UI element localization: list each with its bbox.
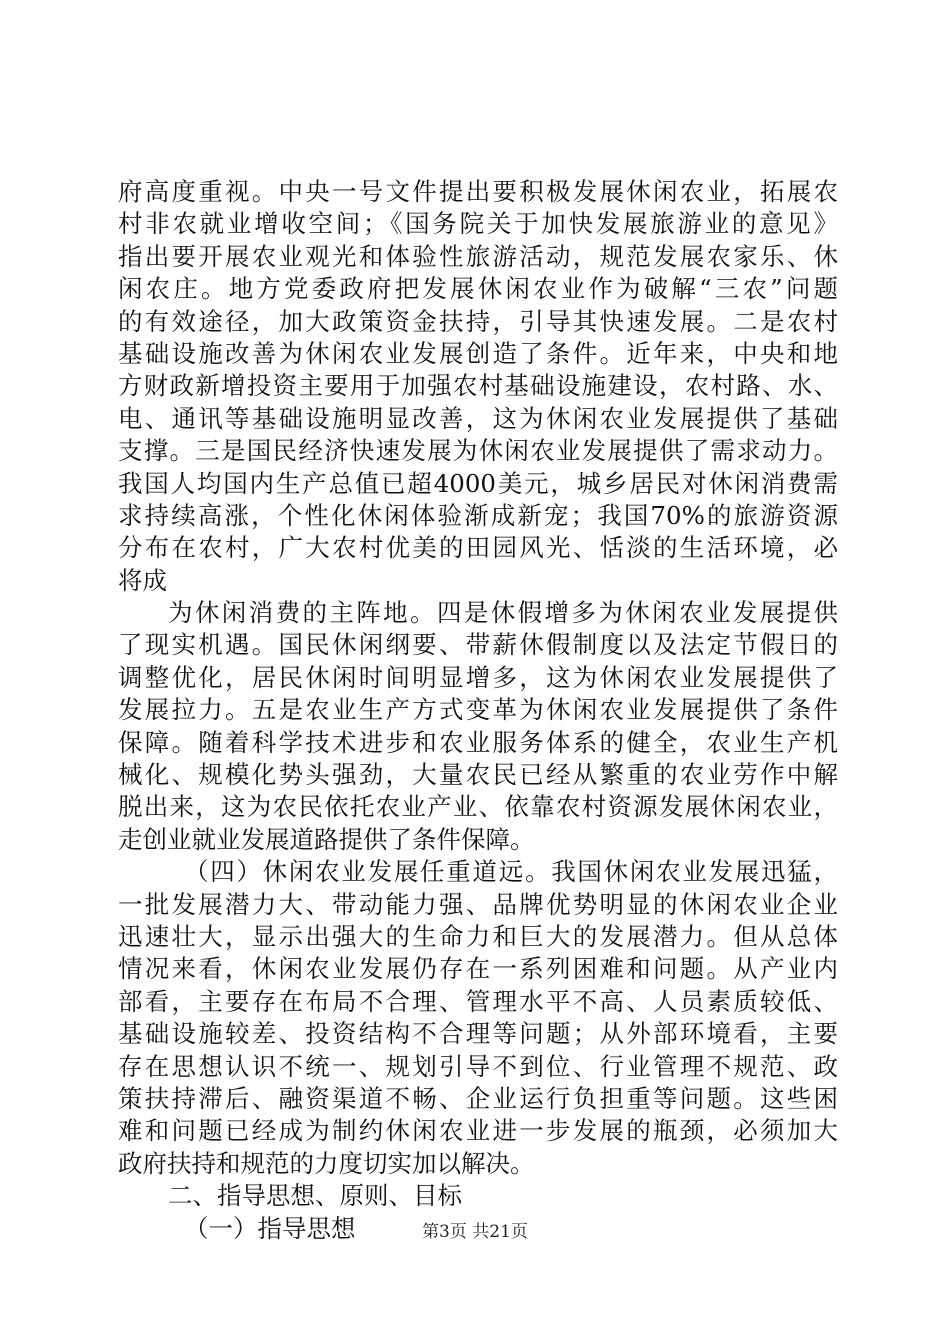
- text-line: 走创业就业发展道路提供了条件保障。: [118, 824, 535, 854]
- text-line: 府高度重视。中央一号文件提出要积极发展休闲农业，拓展农: [118, 177, 838, 206]
- text-line: 迅速壮大，显示出强大的生命力和巨大的发展潜力。但从总体: [118, 921, 838, 951]
- text-line: 械化、规模化势头强劲，大量农民已经从繁重的农业劳作中解: [118, 760, 838, 790]
- page-footer: 第3页 共21页: [422, 1222, 528, 1242]
- text-line: 政府扶持和规范的力度切实加以解决。: [118, 1148, 535, 1178]
- text-line: 村非农就业增收空间；《国务院关于加快发展旅游业的意见》: [118, 209, 838, 239]
- text-line: 将成: [118, 565, 167, 595]
- text-line: 支撑。三是国民经济快速发展为休闲农业发展提供了需求动力。: [118, 436, 838, 466]
- text-line: 部看，主要存在布局不合理、管理水平不高、人员素质较低、: [118, 986, 838, 1016]
- text-line: 方财政新增投资主要用于加强农村基础设施建设，农村路、水、: [118, 371, 838, 401]
- text-line: 基础设施改善为休闲农业发展创造了条件。近年来，中央和地: [118, 338, 838, 368]
- text-line: 指出要开展农业观光和体验性旅游活动，规范发展农家乐、休: [118, 241, 838, 271]
- text-line: 分布在农村，广大农村优美的田园风光、恬淡的生活环境，必: [118, 533, 838, 563]
- text-line: 发展拉力。五是农业生产方式变革为休闲农业发展提供了条件: [118, 695, 838, 725]
- text-line: 存在思想认识不统一、规划引导不到位、行业管理不规范、政: [118, 1051, 838, 1081]
- text-line: 保障。随着科学技术进步和农业服务体系的健全，农业生产机: [118, 727, 838, 757]
- document-body: [118, 176, 838, 1245]
- text-line: 了现实机遇。国民休闲纲要、带薪休假制度以及法定节假日的: [118, 630, 838, 660]
- text-line: 脱出来，这为农民依托农业产业、依靠农村资源发展休闲农业，: [118, 792, 838, 822]
- section-heading-4: （四）休闲农业发展任重道远。我国休闲农业发展迅猛，: [184, 857, 838, 887]
- text-line: 调整优化，居民休闲时间明显增多，这为休闲农业发展提供了: [118, 662, 838, 692]
- text-line: 情况来看，休闲农业发展仍存在一系列困难和问题。从产业内: [118, 954, 838, 984]
- text-line: 基础设施较差、投资结构不合理等问题；从外部环境看，主要: [118, 1019, 838, 1049]
- text-line: 策扶持滞后、融资渠道不畅、企业运行负担重等问题。这些困: [118, 1083, 838, 1113]
- subsection-heading-guiding-ideology: （一）指导思想: [184, 1213, 356, 1243]
- text-line: 闲农庄。地方党委政府把发展休闲农业作为破解“三农”问题: [118, 274, 838, 304]
- text-line: 一批发展潜力大、带动能力强、品牌优势明显的休闲农业企业: [118, 889, 838, 919]
- text-line: 电、通讯等基础设施明显改善，这为休闲农业发展提供了基础: [118, 403, 838, 433]
- text-line: 求持续高涨，个性化休闲体验渐成新宠；我国70%的旅游资源: [118, 500, 838, 530]
- section-heading-2: 二、指导思想、原则、目标: [168, 1181, 462, 1211]
- text-line: 难和问题已经成为制约休闲农业进一步发展的瓶颈，必须加大: [118, 1116, 838, 1146]
- text-line: 的有效途径，加大政策资金扶持，引导其快速发展。二是农村: [118, 306, 838, 336]
- text-line: 我国人均国内生产总值已超4000美元，城乡居民对休闲消费需: [118, 468, 838, 498]
- text-line: 为休闲消费的主阵地。四是休假增多为休闲农业发展提供: [168, 598, 838, 628]
